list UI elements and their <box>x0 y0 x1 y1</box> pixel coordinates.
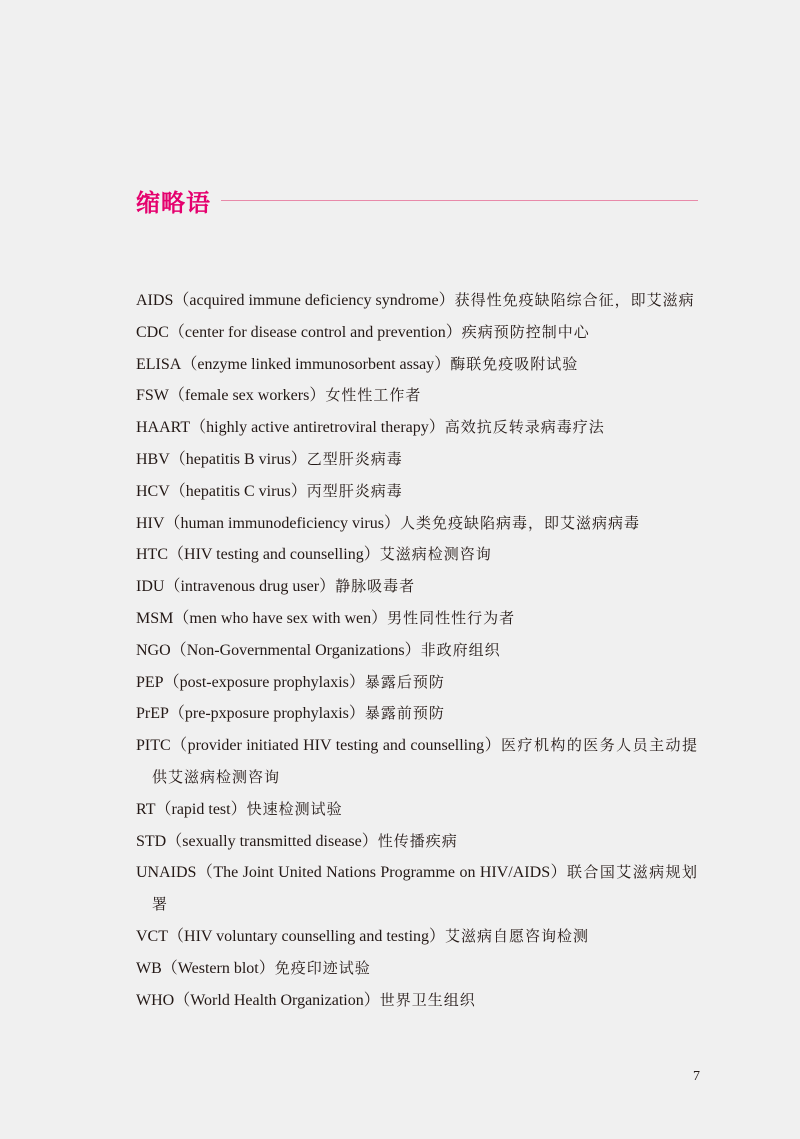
entry-open-paren: （ <box>170 737 188 755</box>
list-item <box>136 953 698 985</box>
entry-chinese-term: 非政府组织 <box>420 640 501 659</box>
entry-close-paren: ） <box>429 927 446 945</box>
entry-abbreviation: NGO <box>136 641 171 659</box>
entry-chinese-term: 静脉吸毒者 <box>335 577 416 596</box>
entry-abbreviation: RT <box>136 800 156 818</box>
entry-abbreviation: HBV <box>136 450 170 468</box>
entry-open-paren: （ <box>163 673 180 691</box>
entry-close-paren: ） <box>445 323 462 341</box>
entry-chinese-term: 高效抗反转录病毒疗法 <box>444 418 605 437</box>
list-item <box>136 857 698 921</box>
entry-open-paren: （ <box>169 482 186 500</box>
entry-abbreviation: FSW <box>136 387 169 405</box>
list-item <box>136 571 698 603</box>
entry-abbreviation: WHO <box>136 991 175 1009</box>
list-item <box>136 380 698 412</box>
heading-divider <box>221 200 698 201</box>
list-item <box>136 508 698 540</box>
list-item <box>136 285 698 317</box>
entry-close-paren: ） <box>434 355 451 373</box>
entry-abbreviation: PITC <box>136 737 171 755</box>
list-item <box>136 667 698 699</box>
list-item <box>136 317 698 349</box>
entry-chinese-term: 疾病预防控制中心 <box>461 322 590 341</box>
list-item <box>136 921 698 953</box>
entry-open-paren: （ <box>164 578 181 596</box>
entry-full-name: center for disease control and prevention <box>184 323 446 341</box>
entry-full-name: HIV voluntary counselling and testing <box>184 927 430 945</box>
entry-close-paren: ） <box>230 800 247 818</box>
entry-open-paren: （ <box>173 609 190 627</box>
entry-close-paren: ） <box>383 514 400 532</box>
list-item <box>136 826 698 858</box>
entry-chinese-term: 丙型肝炎病毒 <box>306 481 403 500</box>
list-item <box>136 349 698 381</box>
entry-chinese-term: 艾滋病检测咨询 <box>379 545 492 564</box>
entry-chinese-term: 获得性免疫缺陷综合征，即艾滋病 <box>454 291 695 309</box>
page-number: 7 <box>693 1069 700 1084</box>
entry-full-name: intravenous drug user <box>180 578 320 596</box>
entry-abbreviation: WB <box>136 959 162 977</box>
entry-abbreviation: CDC <box>136 323 169 341</box>
entry-chinese-term: 性传播疾病 <box>377 831 458 850</box>
entry-abbreviation: VCT <box>136 927 168 945</box>
entry-close-paren: ） <box>428 419 445 437</box>
entry-abbreviation: STD <box>136 832 167 850</box>
entry-full-name: Western blot <box>177 959 259 977</box>
entry-open-paren: （ <box>196 864 214 882</box>
entry-chinese-term: 免疫印迹试验 <box>274 958 371 977</box>
entry-close-paren: ） <box>309 387 326 405</box>
entry-close-paren: ） <box>290 450 307 468</box>
entry-close-paren: ） <box>363 546 380 564</box>
entry-close-paren: ） <box>438 292 455 309</box>
list-item <box>136 794 698 826</box>
entry-open-paren: （ <box>166 832 183 850</box>
entry-full-name: hepatitis C virus <box>185 482 291 500</box>
entry-full-name: sexually transmitted disease <box>182 832 362 850</box>
entry-abbreviation: HTC <box>136 546 168 564</box>
entry-chinese-term: 暴露前预防 <box>364 704 445 723</box>
entry-chinese-term: 女性性工作者 <box>325 386 422 405</box>
entry-open-paren: （ <box>168 323 185 341</box>
entry-abbreviation: MSM <box>136 609 174 627</box>
entry-full-name: The Joint United Nations Programme on HIV/AIDS <box>213 864 551 882</box>
entry-abbreviation: UNAIDS <box>136 864 197 882</box>
entry-open-paren: （ <box>164 514 181 532</box>
list-item <box>136 412 698 444</box>
entry-abbreviation: IDU <box>136 578 165 596</box>
entry-chinese-term: 乙型肝炎病毒 <box>306 449 403 468</box>
entry-close-paren: ） <box>290 482 307 500</box>
entry-close-paren: ） <box>363 991 380 1009</box>
entry-close-paren: ） <box>550 864 567 882</box>
entry-open-paren: （ <box>169 450 186 468</box>
list-item <box>136 476 698 508</box>
entry-full-name: post-exposure prophylaxis <box>179 673 349 691</box>
entry-close-paren: ） <box>319 578 336 596</box>
entry-abbreviation: HAART <box>136 419 191 437</box>
entry-abbreviation: HIV <box>136 514 165 532</box>
entry-abbreviation: PEP <box>136 673 164 691</box>
entry-full-name: pre-pxposure prophylaxis <box>184 705 349 723</box>
entry-open-paren: （ <box>168 387 185 405</box>
entry-open-paren: （ <box>161 959 178 977</box>
list-item <box>136 635 698 667</box>
list-item <box>136 539 698 571</box>
entry-open-paren: （ <box>190 419 207 437</box>
entry-chinese-term: 酶联免疫吸附试验 <box>450 354 579 373</box>
entry-full-name: highly active antiretroviral therapy <box>206 419 429 437</box>
entry-close-paren: ） <box>371 609 388 627</box>
entry-full-name: Non-Governmental Organizations <box>186 641 405 659</box>
entry-open-paren: （ <box>155 800 172 818</box>
entry-close-paren: ） <box>348 705 365 723</box>
entry-full-name: enzyme linked immunosorbent assay <box>197 355 435 373</box>
abbreviation-list <box>136 285 698 1016</box>
entry-open-paren: （ <box>168 546 185 564</box>
entry-full-name: World Health Organization <box>190 991 364 1009</box>
entry-chinese-term: 世界卫生组织 <box>379 990 476 1009</box>
entry-close-paren: ） <box>361 832 378 850</box>
entry-abbreviation: AIDS <box>136 292 174 309</box>
entry-open-paren: （ <box>173 292 190 309</box>
entry-full-name: female sex workers <box>184 387 310 405</box>
entry-chinese-term: 人类免疫缺陷病毒，即艾滋病病毒 <box>399 513 640 532</box>
entry-full-name: hepatitis B virus <box>185 450 291 468</box>
entry-open-paren: （ <box>174 991 191 1009</box>
entry-close-paren: ） <box>404 641 421 659</box>
entry-chinese-term: 快速检测试验 <box>246 799 343 818</box>
entry-full-name: men who have sex with wen <box>189 609 372 627</box>
page-title: 缩略语 <box>136 188 211 217</box>
entry-open-paren: （ <box>181 355 198 373</box>
entry-full-name: HIV testing and counselling <box>184 546 364 564</box>
list-item <box>136 730 698 794</box>
entry-full-name: rapid test <box>171 800 231 818</box>
list-item <box>136 985 698 1017</box>
entry-open-paren: （ <box>168 705 185 723</box>
list-item <box>136 603 698 635</box>
entry-abbreviation: PrEP <box>136 705 169 723</box>
entry-abbreviation: HCV <box>136 482 170 500</box>
entry-chinese-term: 联合国艾滋病规划署 <box>152 863 698 914</box>
section-heading <box>136 182 698 218</box>
entry-close-paren: ） <box>348 673 365 691</box>
entry-open-paren: （ <box>168 927 185 945</box>
entry-open-paren: （ <box>170 641 187 659</box>
entry-chinese-term: 艾滋病自愿咨询检测 <box>445 926 590 945</box>
entry-full-name: human immunodeficiency virus <box>180 514 384 532</box>
entry-close-paren: ） <box>258 959 275 977</box>
entry-full-name: acquired immune deficiency syndrome <box>189 292 439 309</box>
entry-chinese-term: 医疗机构的医务人员主动提供艾滋病检测咨询 <box>152 736 698 786</box>
list-item <box>136 444 698 476</box>
entry-chinese-term: 男性同性性行为者 <box>387 608 516 627</box>
list-item <box>136 698 698 730</box>
entry-chinese-term: 暴露后预防 <box>364 672 445 691</box>
entry-close-paren: ） <box>484 737 502 755</box>
entry-full-name: provider initiated HIV testing and counselling <box>187 737 485 755</box>
entry-abbreviation: ELISA <box>136 355 182 373</box>
